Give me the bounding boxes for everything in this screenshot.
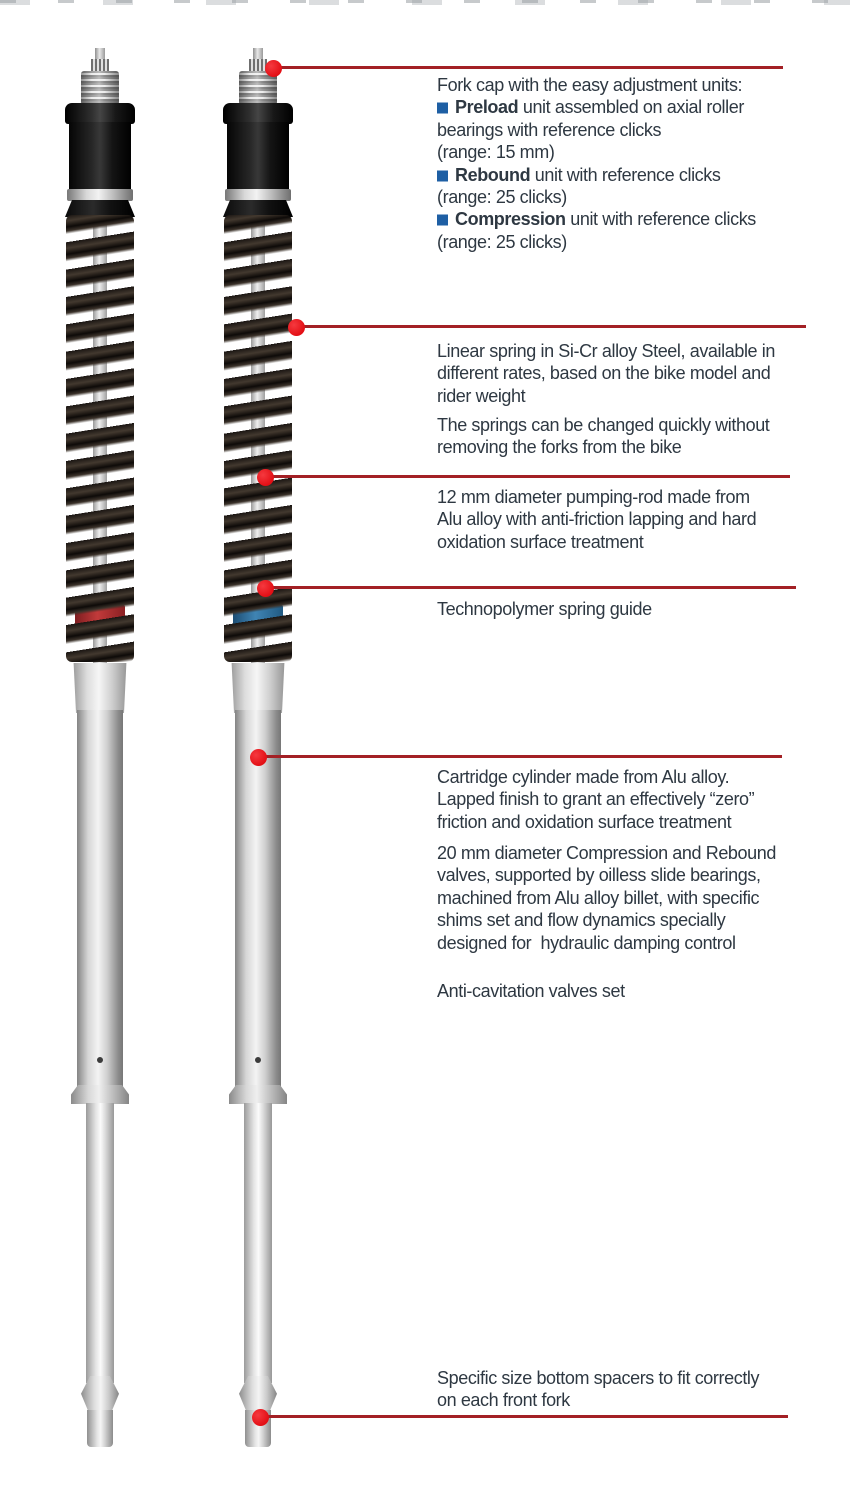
text-line: Linear spring in Si-Cr alloy Steel, available in (437, 341, 775, 361)
callout-line-linear-spring (296, 325, 806, 328)
text-line: designed for hydraulic damping control (437, 932, 736, 953)
callout-line-cartridge (258, 755, 782, 758)
text-line: bearings with reference clicks (437, 119, 662, 140)
fork-cartridge-left (20, 45, 180, 1455)
text-line: Lapped finish to grant an effectively “zero” (437, 789, 755, 810)
text-line: (range: 15 mm) (437, 142, 555, 163)
text-line: The springs can be changed quickly without (437, 415, 770, 435)
fork-preload-ring (65, 103, 135, 124)
text-line: friction and oxidation surface treatment (437, 811, 732, 832)
text-line: machined from Alu alloy billet, with specific (437, 887, 760, 908)
fork-cap-body (227, 122, 289, 190)
text-line: valves, supported by oilless slide bearings, (437, 865, 761, 886)
callout-dot-icon (250, 749, 267, 766)
text-line: rider weight (437, 385, 526, 406)
callout-dot-icon (252, 1409, 269, 1426)
fork-collar (71, 1085, 129, 1104)
callout-text-anti-cavitation (437, 980, 625, 1002)
text-line: 12 mm diameter pumping-rod made from (437, 487, 750, 507)
callout-text-bottom-spacers (437, 1367, 759, 1412)
fork-silver-band (225, 189, 291, 201)
fork-silver-band (67, 189, 133, 201)
callout-text-linear-spring (437, 340, 775, 407)
fork-vent-hole (97, 1057, 103, 1063)
callout-dot-icon (288, 319, 305, 336)
text-line: (range: 25 clicks) (437, 231, 567, 252)
text-line: shims set and flow dynamics specially (437, 910, 726, 931)
fork-shaft (244, 1103, 272, 1383)
fork-collar (229, 1085, 287, 1104)
fork-cone (70, 663, 130, 713)
text-line: (range: 25 clicks) (437, 187, 567, 208)
fork-shaft (86, 1103, 114, 1383)
fork-cap-body (69, 122, 131, 190)
text-line: removing the forks from the bike (437, 437, 682, 458)
text-line: Preload unit assembled on axial roller (437, 96, 756, 118)
text-line: 20 mm diameter Compression and Rebound (437, 843, 776, 863)
fork-spring (66, 215, 134, 662)
text-line: Compression unit with reference clicks (437, 208, 756, 230)
fork-cone (228, 663, 288, 713)
fork-cap-thread (81, 71, 119, 105)
fork-cartridge-tube (235, 710, 281, 1092)
callout-text-valves (437, 842, 776, 954)
callout-line-fork-cap (273, 66, 783, 69)
callout-text-spring-guide (437, 598, 652, 620)
callout-text-pumping-rod (437, 486, 756, 553)
callout-dot-icon (257, 469, 274, 486)
fork-vent-hole (255, 1057, 261, 1063)
text-line: different rates, based on the bike model and (437, 363, 771, 384)
text-line: Rebound unit with reference clicks (437, 164, 756, 186)
bullet-square-icon (437, 215, 448, 226)
callout-dot-icon (257, 580, 274, 597)
callout-text-spring-change (437, 414, 769, 459)
text-line: Alu alloy with anti-friction lapping and hard (437, 509, 757, 530)
text-line: Anti-cavitation valves set (437, 981, 625, 1001)
callout-line-pumping-rod (265, 475, 790, 478)
text-line: on each front fork (437, 1390, 570, 1411)
callout-dot-icon (265, 60, 282, 77)
callout-text-cartridge (437, 766, 754, 833)
callout-text-fork-cap (437, 74, 756, 253)
cropped-text-artifact (0, 0, 850, 6)
fork-spring (224, 215, 292, 662)
fork-bottom-tip (87, 1410, 113, 1447)
text-line: Cartridge cylinder made from Alu alloy. (437, 767, 730, 787)
text-line: Fork cap with the easy adjustment units: (437, 75, 743, 95)
bullet-square-icon (437, 170, 448, 181)
text-line: oxidation surface treatment (437, 531, 644, 552)
callout-line-bottom-spacers (260, 1415, 788, 1418)
callout-line-spring-guide (265, 586, 796, 589)
bullet-square-icon (437, 103, 448, 114)
fork-cartridge-tube (77, 710, 123, 1092)
text-line: Specific size bottom spacers to fit correctly (437, 1368, 760, 1388)
fork-preload-ring (223, 103, 293, 124)
text-line: Technopolymer spring guide (437, 599, 652, 619)
